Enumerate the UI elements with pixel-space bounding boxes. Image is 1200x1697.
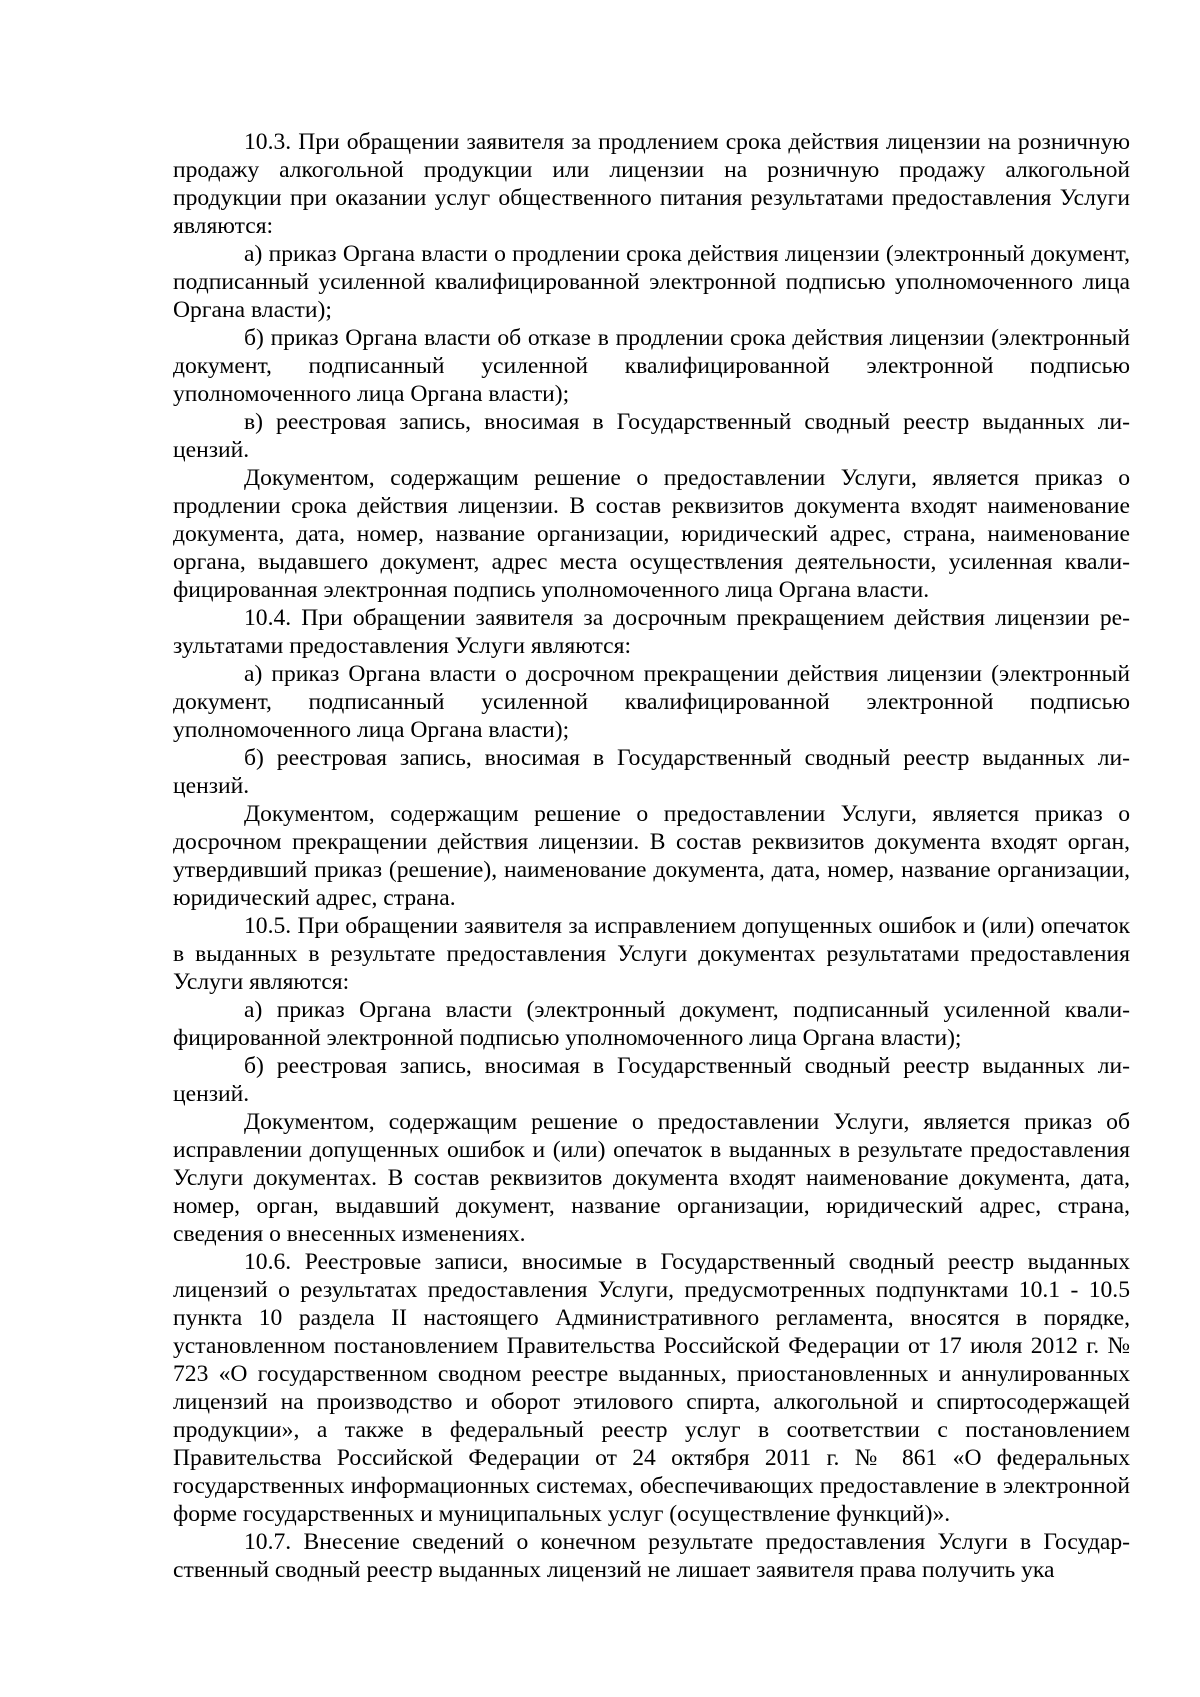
paragraph-10-5-decision: Документом, содержащим решение о предоставлении Услуги, является приказ об исправлении допущенных ошибок и (или) опечаток в выданных в результате предоставления Услуги документах. В состав реквизитов документа входят наименование документа, дата, номер, орган, выдавший документ, название организации, юридический адрес, страна, сведения о внесенных изменениях. bbox=[173, 1109, 1130, 1247]
paragraph-10-4-b: б) реестровая запись, вносимая в Государственный сводный реестр выданных лицензий. bbox=[173, 745, 1130, 799]
paragraph-10-7: 10.7. Внесение сведений о конечном результате предоставления Услуги в Государственный сводный реестр выданных лицензий не лишает заявителя права получить ука bbox=[173, 1529, 1130, 1583]
paragraph-10-5: 10.5. При обращении заявителя за исправлением допущенных ошибок и (или) опечаток в выданных в результате предоставления Услуги документах результатами предоставления Услуги являются: bbox=[173, 913, 1130, 995]
paragraph-10-4-decision: Документом, содержащим решение о предоставлении Услуги, является приказ о досрочном прекращении действия лицензии. В состав реквизитов документа входят орган, утвердивший приказ (решение), наименование документа, дата, номер, название организации, юридический адрес, страна. bbox=[173, 801, 1130, 911]
paragraph-10-3-v: в) реестровая запись, вносимая в Государственный сводный реестр выданных лицензий. bbox=[173, 409, 1130, 463]
paragraph-10-4: 10.4. При обращении заявителя за досрочным прекращением действия лицензии результатами предоставления Услуги являются: bbox=[173, 605, 1130, 659]
paragraph-10-3-decision: Документом, содержащим решение о предоставлении Услуги, является приказ о продлении срока действия лицензии. В состав реквизитов документа входят наименование документа, дата, номер, название организации, юридический адрес, страна, наименование органа, выдавшего документ, адрес места осуществления деятельности, усиленная квалифицированная электронная подпись уполномоченного лица Органа власти. bbox=[173, 465, 1130, 603]
paragraph-10-6: 10.6. Реестровые записи, вносимые в Государственный сводный реестр выданных лицензий о результатах предоставления Услуги, предусмотренных подпунктами 10.1 - 10.5 пункта 10 раздела II настоящего Административного регламента, вносятся в порядке, установленном постановлением Правительства Российской Федерации от 17 июля 2012 г. № 723 «О государственном сводном реестре выданных, приостановленных и аннулированных лицензий на производство и оборот этилового спирта, алкогольной и спиртосодержащей продукции», а также в федеральный реестр услуг в соответствии с постановлением Правительства Российской Федерации от 24 октября 2011 г. № 861 «О федеральных государственных информационных системах, обеспечивающих предоставление в электронной форме государственных и муниципальных услуг (осуществление функций)». bbox=[173, 1249, 1130, 1527]
paragraph-10-4-a: а) приказ Органа власти о досрочном прекращении действия лицензии (электронный документ, подписанный усиленной квалифицированной электронной подписью уполномоченного лица Органа власти); bbox=[173, 661, 1130, 743]
document-body bbox=[173, 128, 1130, 1584]
paragraph-10-5-a: а) приказ Органа власти (электронный документ, подписанный усиленной квалифицированной электронной подписью уполномоченного лица Органа власти); bbox=[173, 997, 1130, 1051]
paragraph-10-3-a: а) приказ Органа власти о продлении срока действия лицензии (электронный документ, подписанный усиленной квалифицированной электронной подписью уполномоченного лица Органа власти); bbox=[173, 241, 1130, 323]
paragraph-10-3: 10.3. При обращении заявителя за продлением срока действия лицензии на розничную продажу алкогольной продукции или лицензии на розничную продажу алкогольной продукции при оказании услуг общественного питания результатами предоставления Услуги являются: bbox=[173, 129, 1130, 239]
paragraph-10-3-b: б) приказ Органа власти об отказе в продлении срока действия лицензии (электронный документ, подписанный усиленной квалифицированной электронной подписью уполномоченного лица Органа власти); bbox=[173, 325, 1130, 407]
paragraph-10-5-b: б) реестровая запись, вносимая в Государственный сводный реестр выданных лицензий. bbox=[173, 1053, 1130, 1107]
